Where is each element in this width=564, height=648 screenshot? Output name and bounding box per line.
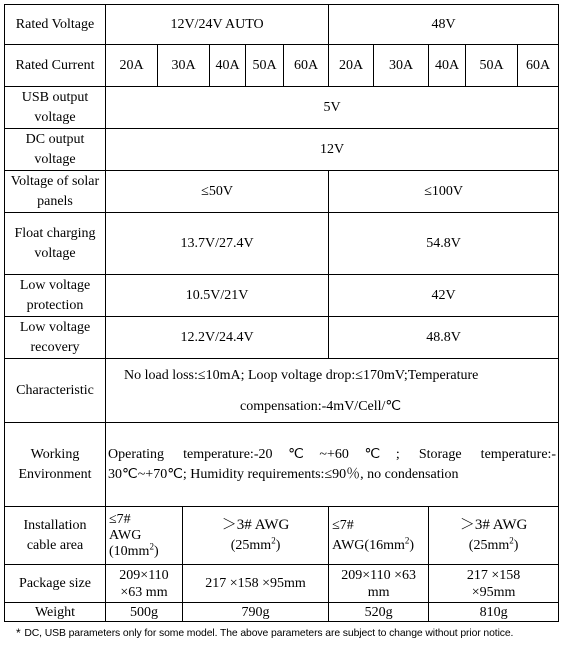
row-weight — [5, 603, 559, 622]
current-cell: 50A — [246, 45, 284, 87]
row-rated-voltage — [5, 5, 559, 45]
current-cell: 50A — [466, 45, 518, 87]
label-lv-recovery: Low voltage recovery — [5, 317, 106, 359]
row-dc-output — [5, 129, 559, 171]
row-characteristic — [5, 359, 559, 423]
characteristic-line-2: compensation:-4mV/Cell/℃ — [240, 398, 402, 414]
float-charging-48v: 54.8V — [329, 213, 559, 275]
cable-3-size: ≤7# — [332, 517, 354, 533]
cable-4-sup: 2 — [509, 535, 514, 546]
environment-line-2: 30℃~+70℃; Humidity requirements:≤90％, no condensation — [108, 466, 459, 482]
current-cell: 40A — [429, 45, 466, 87]
environment-value — [106, 423, 559, 507]
weight-cell: 500g — [106, 603, 183, 622]
lv-recovery-12v: 12.2V/24.4V — [106, 317, 329, 359]
lv-recovery-48v: 48.8V — [329, 317, 559, 359]
package-4-dim-b: ×95mm — [471, 584, 516, 600]
current-cell: 60A — [284, 45, 329, 87]
cable-3-sup: 2 — [404, 534, 410, 545]
package-cell-4 — [429, 565, 559, 603]
row-package-size — [5, 565, 559, 603]
footnote-text: DC, USB parameters only for some model. The above parameters are subject to change without prior notice. — [21, 628, 514, 639]
environment-line-1: Operating temperature:-20℃~+60℃; Storage temperature:- — [108, 446, 557, 462]
package-3-dim-a: 209×110 ×63 — [341, 567, 416, 583]
row-usb-output — [5, 87, 559, 129]
lv-protection-48v: 42V — [329, 275, 559, 317]
row-cable-area — [5, 507, 559, 565]
label-dc-output: DC output voltage — [5, 129, 106, 171]
label-solar-voltage: Voltage of solar panels — [5, 171, 106, 213]
dc-output-value: 12V — [106, 129, 559, 171]
cable-4-close: ) — [513, 538, 519, 553]
package-4-dim-a: 217 ×158 — [466, 567, 521, 583]
cable-3-close: ) — [409, 537, 415, 553]
package-cell-1 — [106, 565, 183, 603]
cable-1-awg: AWG — [109, 527, 142, 543]
cable-1-sup: 2 — [149, 540, 154, 551]
rated-voltage-48v: 48V — [329, 5, 559, 45]
weight-cell: 810g — [429, 603, 559, 622]
row-lv-recovery — [5, 317, 559, 359]
label-characteristic: Characteristic — [5, 359, 106, 423]
label-rated-voltage: Rated Voltage — [5, 5, 106, 45]
package-3-dim-b: mm — [367, 584, 390, 600]
weight-cell: 790g — [183, 603, 329, 622]
rated-voltage-12v: 12V/24V AUTO — [106, 5, 329, 45]
label-float-charging: Float charging voltage — [5, 213, 106, 275]
row-solar-voltage — [5, 171, 559, 213]
weight-cell: 520g — [329, 603, 429, 622]
usb-output-value: 5V — [106, 87, 559, 129]
package-1-dim-a: 209×110 — [119, 567, 169, 583]
current-cell: 20A — [329, 45, 374, 87]
current-cell: 20A — [106, 45, 158, 87]
cable-2-area: (25mm — [230, 538, 272, 553]
package-cell-3 — [329, 565, 429, 603]
row-rated-current — [5, 45, 559, 87]
label-lv-protection: Low voltage protection — [5, 275, 106, 317]
package-1-dim-b: ×63 mm — [120, 584, 168, 600]
cable-cell-4 — [429, 507, 559, 565]
spec-table — [4, 4, 559, 622]
cable-cell-1 — [106, 507, 183, 565]
cable-3-area: AWG(16mm — [332, 537, 405, 553]
cable-cell-2 — [183, 507, 329, 565]
package-cell-2: 217 ×158 ×95mm — [183, 565, 329, 603]
solar-voltage-12v: ≤50V — [106, 171, 329, 213]
cable-2-close: ) — [275, 538, 281, 553]
footnote-mark: * — [16, 626, 21, 640]
cable-4-size: ＞3# AWG — [459, 517, 528, 533]
label-weight: Weight — [5, 603, 106, 622]
row-float-charging — [5, 213, 559, 275]
row-working-environment — [5, 423, 559, 507]
cable-cell-3 — [329, 507, 429, 565]
label-working-environment: Working Environment — [5, 423, 106, 507]
label-usb-output: USB output voltage — [5, 87, 106, 129]
cable-1-size: ≤7# — [109, 511, 131, 527]
spec-sheet — [4, 4, 558, 622]
solar-voltage-48v: ≤100V — [329, 171, 559, 213]
label-cable-area: Installation cable area — [5, 507, 106, 565]
footnote — [16, 626, 561, 640]
current-cell: 40A — [210, 45, 246, 87]
row-lv-protection — [5, 275, 559, 317]
float-charging-12v: 13.7V/27.4V — [106, 213, 329, 275]
cable-4-area: (25mm — [468, 538, 510, 553]
cable-1-area: (10mm — [109, 543, 150, 559]
characteristic-line-1: No load loss:≤10mA; Loop voltage drop:≤170mV;Temperature — [124, 367, 479, 383]
label-package-size: Package size — [5, 565, 106, 603]
cable-2-size: ＞3# AWG — [221, 517, 290, 533]
lv-protection-12v: 10.5V/21V — [106, 275, 329, 317]
cable-1-close: ) — [153, 543, 159, 559]
cable-2-sup: 2 — [271, 535, 276, 546]
characteristic-value — [106, 359, 559, 423]
current-cell: 30A — [374, 45, 429, 87]
current-cell: 60A — [518, 45, 559, 87]
label-rated-current: Rated Current — [5, 45, 106, 87]
current-cell: 30A — [158, 45, 210, 87]
